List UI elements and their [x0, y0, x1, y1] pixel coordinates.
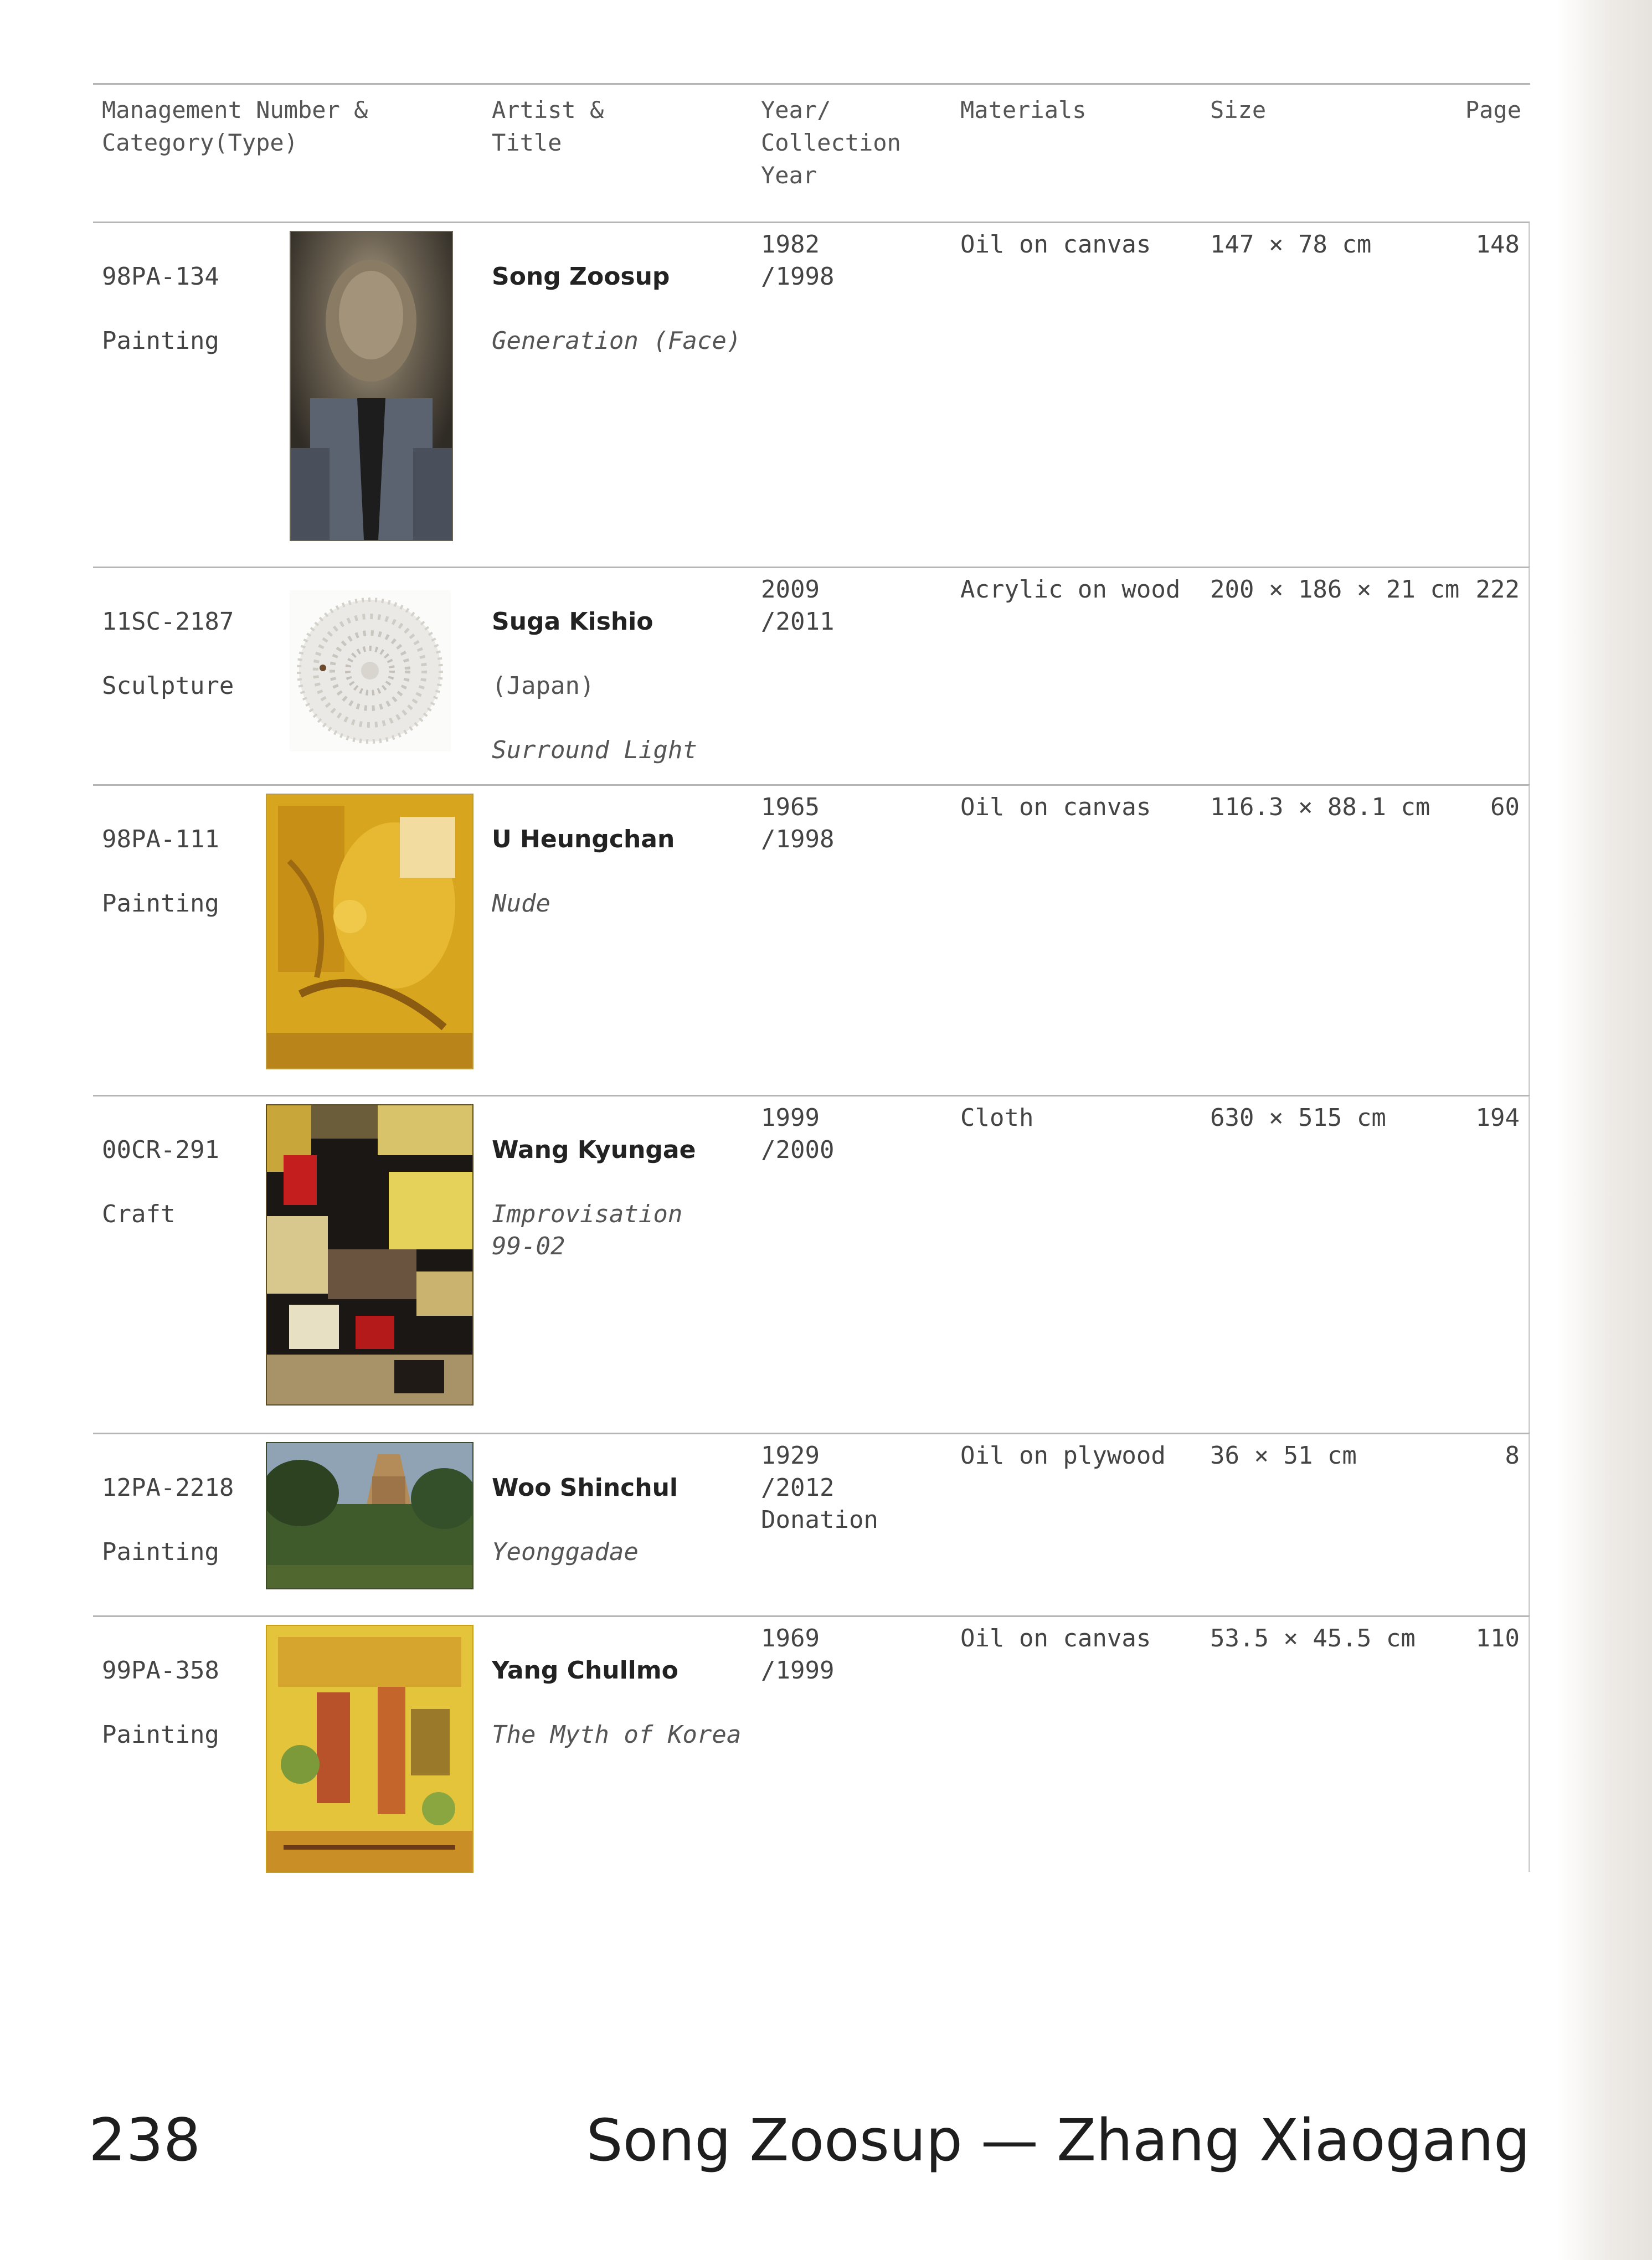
table-row [93, 567, 1530, 784]
artist-name: U Heungchan [492, 825, 675, 853]
header-year: Year/ Collection Year [761, 96, 901, 189]
number: 98PA-111 [102, 825, 219, 853]
circular-sculpture-image [290, 590, 451, 751]
artist-origin: (Japan) [492, 672, 595, 700]
header-artist: Artist & Title [492, 96, 604, 156]
page-number: 148 [1475, 230, 1520, 259]
yellow-nude-painting-image [267, 795, 472, 1068]
artwork-thumbnail [266, 1625, 474, 1873]
category: Painting [102, 1721, 219, 1749]
table-row [93, 222, 1530, 567]
artwork-thumbnail [266, 1442, 474, 1589]
size: 147 × 78 cm [1210, 230, 1372, 259]
page-number: 194 [1475, 1104, 1520, 1132]
size: 116.3 × 88.1 cm [1210, 793, 1430, 821]
year-collection: 1929 /2012 Donation [761, 1442, 878, 1534]
management-number [102, 1623, 219, 1783]
size: 200 × 186 × 21 cm [1210, 575, 1460, 604]
category: Sculpture [102, 672, 234, 700]
artist-title [492, 1440, 678, 1600]
landscape-painting-image [267, 1443, 472, 1588]
artist-title [492, 229, 741, 389]
page-number: 110 [1475, 1624, 1520, 1652]
artist-name: Wang Kyungae [492, 1136, 696, 1164]
number: 98PA-134 [102, 262, 219, 291]
artist-name: Yang Chullmo [492, 1656, 678, 1685]
header-size: Size [1210, 96, 1267, 123]
management-number [102, 1102, 219, 1263]
header-page: Page [1465, 96, 1521, 123]
artwork-thumbnail [266, 794, 474, 1069]
size: 630 × 515 cm [1210, 1104, 1386, 1132]
table-row [93, 1433, 1530, 1615]
running-title: Song Zoosup — Zhang Xiaogang [586, 2107, 1530, 2174]
header-management: Management Number & Category(Type) [102, 96, 368, 156]
materials: Cloth [960, 1104, 1034, 1132]
page-number: 8 [1505, 1442, 1520, 1470]
page-number: 60 [1490, 793, 1520, 821]
number: 99PA-358 [102, 1656, 219, 1685]
table-row [93, 1615, 1530, 1872]
page-number: 222 [1475, 575, 1520, 604]
artist-name: Suga Kishio [492, 608, 653, 636]
page-number-footer: 238 [89, 2106, 201, 2174]
year-collection: 1982 /1998 [761, 230, 835, 291]
myth-painting-image [267, 1626, 472, 1872]
year-collection: 1969 /1999 [761, 1624, 835, 1685]
artist-title [492, 1102, 696, 1295]
collection-table [93, 83, 1530, 1872]
materials: Oil on plywood [960, 1442, 1166, 1470]
number: 00CR-291 [102, 1136, 219, 1164]
portrait-painting-image [291, 232, 452, 540]
artwork-title: Nude [492, 889, 550, 918]
page-edge-shadow [1558, 0, 1652, 2260]
management-number [102, 229, 219, 389]
artist-name: Woo Shinchul [492, 1474, 678, 1502]
number: 11SC-2187 [102, 608, 234, 636]
category: Painting [102, 327, 219, 355]
materials: Oil on canvas [960, 793, 1151, 821]
table-row [93, 784, 1530, 1095]
artist-name: Song Zoosup [492, 262, 670, 291]
artwork-thumbnail [266, 1104, 474, 1406]
management-number [102, 574, 234, 734]
patchwork-cloth-image [267, 1105, 472, 1404]
materials: Oil on canvas [960, 1624, 1151, 1652]
artist-title [492, 1623, 741, 1783]
size: 36 × 51 cm [1210, 1442, 1357, 1470]
size: 53.5 × 45.5 cm [1210, 1624, 1416, 1652]
artwork-thumbnail [290, 231, 453, 541]
table-row [93, 1095, 1530, 1433]
management-number [102, 1440, 234, 1600]
artwork-title: Yeonggadae [492, 1538, 639, 1566]
artwork-thumbnail [290, 590, 451, 751]
category: Painting [102, 889, 219, 918]
management-number [102, 791, 219, 952]
artwork-title: Generation (Face) [492, 327, 742, 355]
artist-title [492, 791, 675, 952]
table-header [93, 85, 1530, 222]
category: Craft [102, 1200, 176, 1228]
materials: Oil on canvas [960, 230, 1151, 259]
year-collection: 1999 /2000 [761, 1104, 835, 1164]
category: Painting [102, 1538, 219, 1566]
artwork-title: Surround Light [492, 736, 697, 764]
number: 12PA-2218 [102, 1474, 234, 1502]
header-materials: Materials [960, 96, 1087, 123]
artwork-title: Improvisation 99-02 [492, 1200, 683, 1260]
year-collection: 2009 /2011 [761, 575, 835, 636]
year-collection: 1965 /1998 [761, 793, 835, 853]
artist-title [492, 574, 697, 799]
artwork-title: The Myth of Korea [492, 1721, 742, 1749]
materials: Acrylic on wood [960, 575, 1181, 604]
